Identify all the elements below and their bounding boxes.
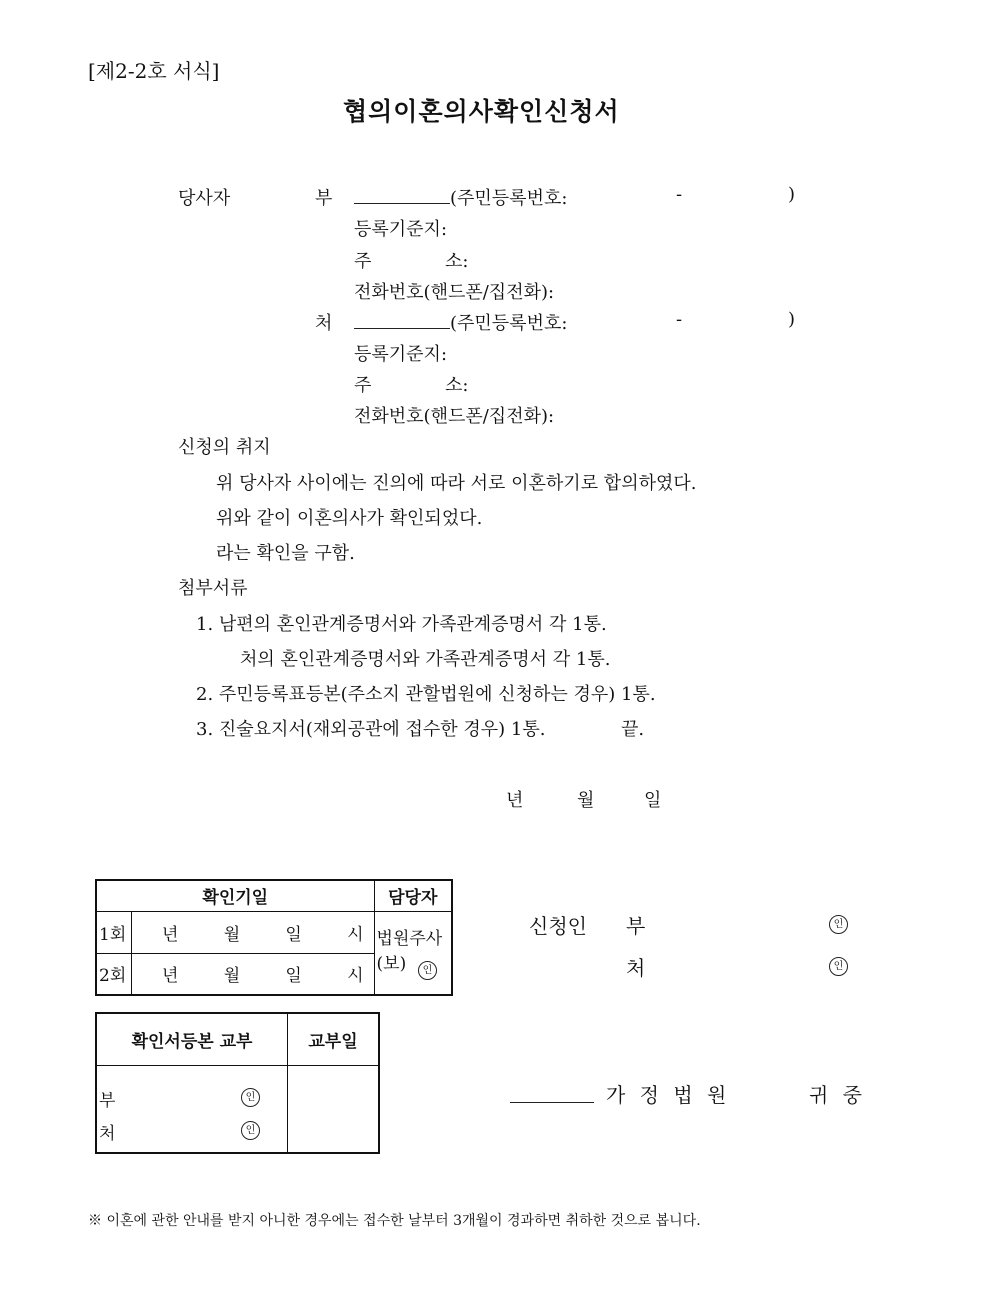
date-year: 년	[506, 790, 524, 811]
husband-rrn-label: (주민등록번호:	[450, 188, 568, 209]
officer-cell[interactable]	[374, 911, 452, 995]
seal-icon: 인	[829, 957, 848, 976]
date-month: 월	[577, 790, 595, 811]
hour-cell: 시	[347, 924, 364, 945]
wife-name-blank[interactable]	[354, 310, 450, 329]
issue-date-header: 교부일	[288, 1013, 380, 1065]
husband-rrn-line	[354, 184, 567, 210]
month-cell: 월	[223, 924, 241, 945]
purpose-line: 위 당사자 사이에는 진의에 따라 서로 이혼하기로 합의하였다.	[216, 473, 697, 494]
husband-address-a: 주	[354, 251, 372, 272]
purpose-line: 라는 확인을 구함.	[216, 543, 355, 564]
seal-icon: 인	[418, 961, 437, 980]
wife-phone: 전화번호(핸드폰/집전화):	[354, 406, 555, 427]
purpose-line: 위와 같이 이혼의사가 확인되었다.	[216, 508, 483, 529]
confirm-date-header: 확인기일	[96, 880, 374, 911]
wife-rrn-line	[354, 309, 567, 335]
wife-rrn-label: (주민등록번호:	[450, 313, 568, 334]
husband-address-b: 소:	[445, 251, 469, 272]
round-label: 1회	[96, 911, 132, 953]
seal-icon: 인	[241, 1121, 260, 1140]
wife-address-b: 소:	[445, 375, 469, 396]
month-cell: 월	[223, 966, 241, 987]
wife-rrn-close: )	[788, 309, 796, 330]
officer-title: 법원주사(보)	[376, 928, 443, 974]
court-name-blank[interactable]	[510, 1080, 594, 1103]
copy-husband: 부	[99, 1090, 116, 1111]
page-title: 협의이혼의사확인신청서	[343, 97, 620, 126]
seal-icon: 인	[241, 1088, 260, 1107]
year-cell: 년	[162, 966, 179, 987]
year-cell: 년	[162, 924, 179, 945]
wife-rrn-dash: -	[676, 309, 683, 330]
copy-wife: 처	[99, 1123, 116, 1144]
husband-rrn-close: )	[788, 184, 796, 205]
wife-address-a: 주	[354, 375, 372, 396]
round-label: 2회	[96, 953, 132, 995]
form-number: [제2-2호 서식]	[88, 59, 220, 83]
copy-recipients-cell[interactable]	[96, 1065, 288, 1153]
day-cell: 일	[285, 924, 302, 945]
husband-label: 부	[315, 188, 333, 209]
copy-issuance-table	[95, 1012, 380, 1154]
attachment-item: 3. 진술요지서(재외공관에 접수한 경우) 1통.	[196, 719, 546, 740]
round-date-cells[interactable]	[132, 953, 375, 995]
husband-name-blank[interactable]	[354, 185, 450, 204]
husband-registry: 등록기준지:	[354, 219, 448, 240]
purpose-heading: 신청의 취지	[178, 437, 271, 458]
applicant-label: 신청인	[529, 914, 587, 938]
hour-cell: 시	[347, 966, 364, 987]
applicant-husband: 부	[626, 914, 646, 938]
day-cell: 일	[285, 966, 302, 987]
wife-registry: 등록기준지:	[354, 344, 448, 365]
round-date-cells[interactable]	[132, 911, 375, 953]
issue-date-cell[interactable]	[288, 1065, 380, 1153]
attachments-heading: 첨부서류	[178, 578, 248, 599]
seal-icon: 인	[829, 915, 848, 934]
date-day: 일	[644, 790, 662, 811]
confirm-date-table	[95, 879, 453, 996]
husband-phone: 전화번호(핸드폰/집전화):	[354, 282, 555, 303]
wife-label: 처	[315, 313, 333, 334]
court-name: 가 정 법 원	[606, 1083, 731, 1107]
copy-header: 확인서등본 교부	[96, 1013, 288, 1065]
applicant-wife: 처	[626, 956, 646, 980]
parties-label: 당사자	[178, 188, 231, 209]
husband-rrn-dash: -	[676, 184, 683, 205]
court-honorific: 귀 중	[809, 1083, 866, 1107]
end-mark: 끝.	[621, 719, 645, 740]
attachment-item: 2. 주민등록표등본(주소지 관할법원에 신청하는 경우) 1통.	[196, 684, 656, 705]
attachment-item: 처의 혼인관계증명서와 가족관계증명서 각 1통.	[240, 649, 611, 670]
footnote: ※ 이혼에 관한 안내를 받지 아니한 경우에는 접수한 날부터 3개월이 경과하면 취하한 것으로 봅니다.	[88, 1213, 701, 1229]
officer-header: 담당자	[374, 880, 452, 911]
attachment-item: 1. 남편의 혼인관계증명서와 가족관계증명서 각 1통.	[196, 614, 607, 635]
